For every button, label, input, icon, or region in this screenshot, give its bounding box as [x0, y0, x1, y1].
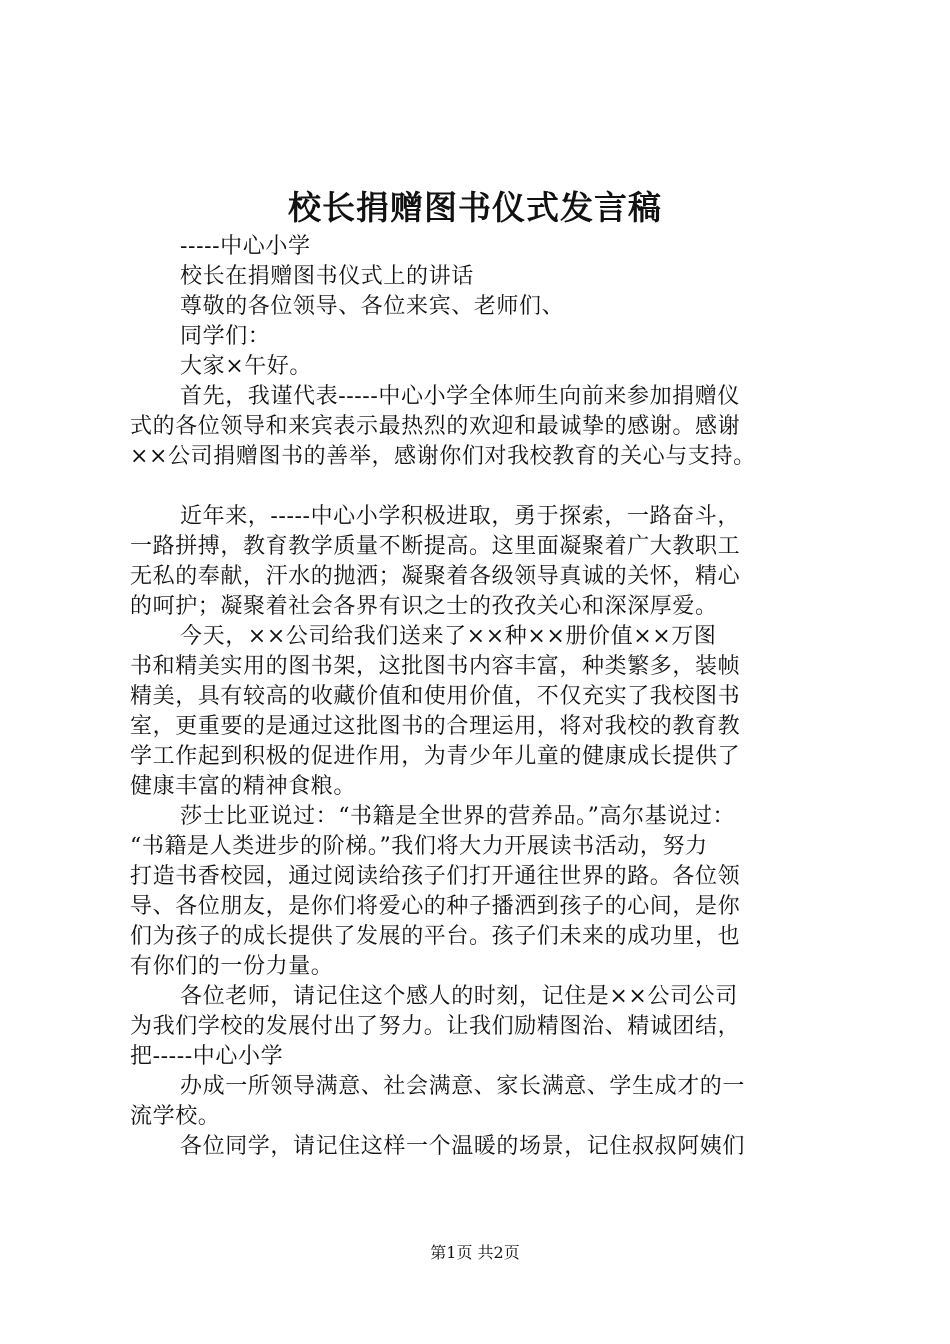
text-line: 尊敬的各位领导、各位来宾、老师们、 — [180, 294, 565, 319]
text-line: 有你们的一份力量。 — [130, 954, 334, 979]
text-line: 今天，××公司给我们送来了××种××册价值××万图 — [180, 624, 717, 649]
text-line: 室，更重要的是通过这批图书的合理运用，将对我校的教育教 — [130, 714, 741, 739]
text-line: 导、各位朋友，是你们将爱心的种子播洒到孩子的心间，是你 — [130, 894, 741, 919]
text-line: 打造书香校园，通过阅读给孩子们打开通往世界的路。各位领 — [130, 864, 741, 889]
text-line: 同学们： — [180, 324, 271, 349]
text-line: “书籍是人类进步的阶梯。”我们将大力开展读书活动，努力 — [130, 834, 708, 859]
text-line: 为我们学校的发展付出了努力。让我们励精图治、精诚团结， — [130, 1014, 741, 1039]
page-number-footer: 第1页 共2页 — [430, 1243, 520, 1262]
text-line: 近年来，-----中心小学积极进取，勇于探索，一路奋斗， — [180, 504, 740, 529]
text-line: 办成一所领导满意、社会满意、家长满意、学生成才的一 — [180, 1074, 746, 1099]
text-line: 学工作起到积极的促进作用，为青少年儿童的健康成长提供了 — [130, 744, 741, 769]
text-line: 书和精美实用的图书架，这批图书内容丰富，种类繁多，装帧 — [130, 654, 741, 679]
text-line: ××公司捐赠图书的善举，感谢你们对我校教育的关心与支持。 — [130, 444, 756, 469]
text-line: 式的各位领导和来宾表示最热烈的欢迎和最诚挚的感谢。感谢 — [130, 414, 741, 439]
text-line: 各位老师，请记住这个感人的时刻，记住是××公司公司 — [180, 984, 738, 1009]
text-line: 们为孩子的成长提供了发展的平台。孩子们未来的成功里，也 — [130, 924, 741, 949]
text-line: 莎士比亚说过：“书籍是全世界的营养品。”高尔基说过： — [180, 804, 736, 829]
text-line: 无私的奉献，汗水的抛洒；凝聚着各级领导真诚的关怀，精心 — [130, 564, 741, 589]
text-line: 精美，具有较高的收藏价值和使用价值，不仅充实了我校图书 — [130, 684, 741, 709]
text-line: 的呵护；凝聚着社会各界有识之士的孜孜关心和深深厚爱。 — [130, 594, 718, 619]
text-line: 健康丰富的精神食粮。 — [130, 774, 357, 799]
text-line: 把-----中心小学 — [130, 1044, 284, 1069]
text-line: -----中心小学 — [180, 234, 311, 259]
text-line: 大家×午好。 — [180, 354, 313, 379]
text-line: 各位同学，请记住这样一个温暖的场景，记住叔叔阿姨们 — [180, 1134, 746, 1159]
paragraph-gap — [130, 472, 830, 502]
text-line: 校长在捐赠图书仪式上的讲话 — [180, 264, 474, 289]
text-line: 一路拼搏，教育教学质量不断提高。这里面凝聚着广大教职工 — [130, 534, 741, 559]
document-body — [130, 232, 830, 1162]
text-line: 首先，我谨代表-----中心小学全体师生向前来参加捐赠仪 — [180, 384, 740, 409]
text-line: 流学校。 — [130, 1104, 221, 1129]
document-title: 校长捐赠图书仪式发言稿 — [288, 188, 662, 227]
